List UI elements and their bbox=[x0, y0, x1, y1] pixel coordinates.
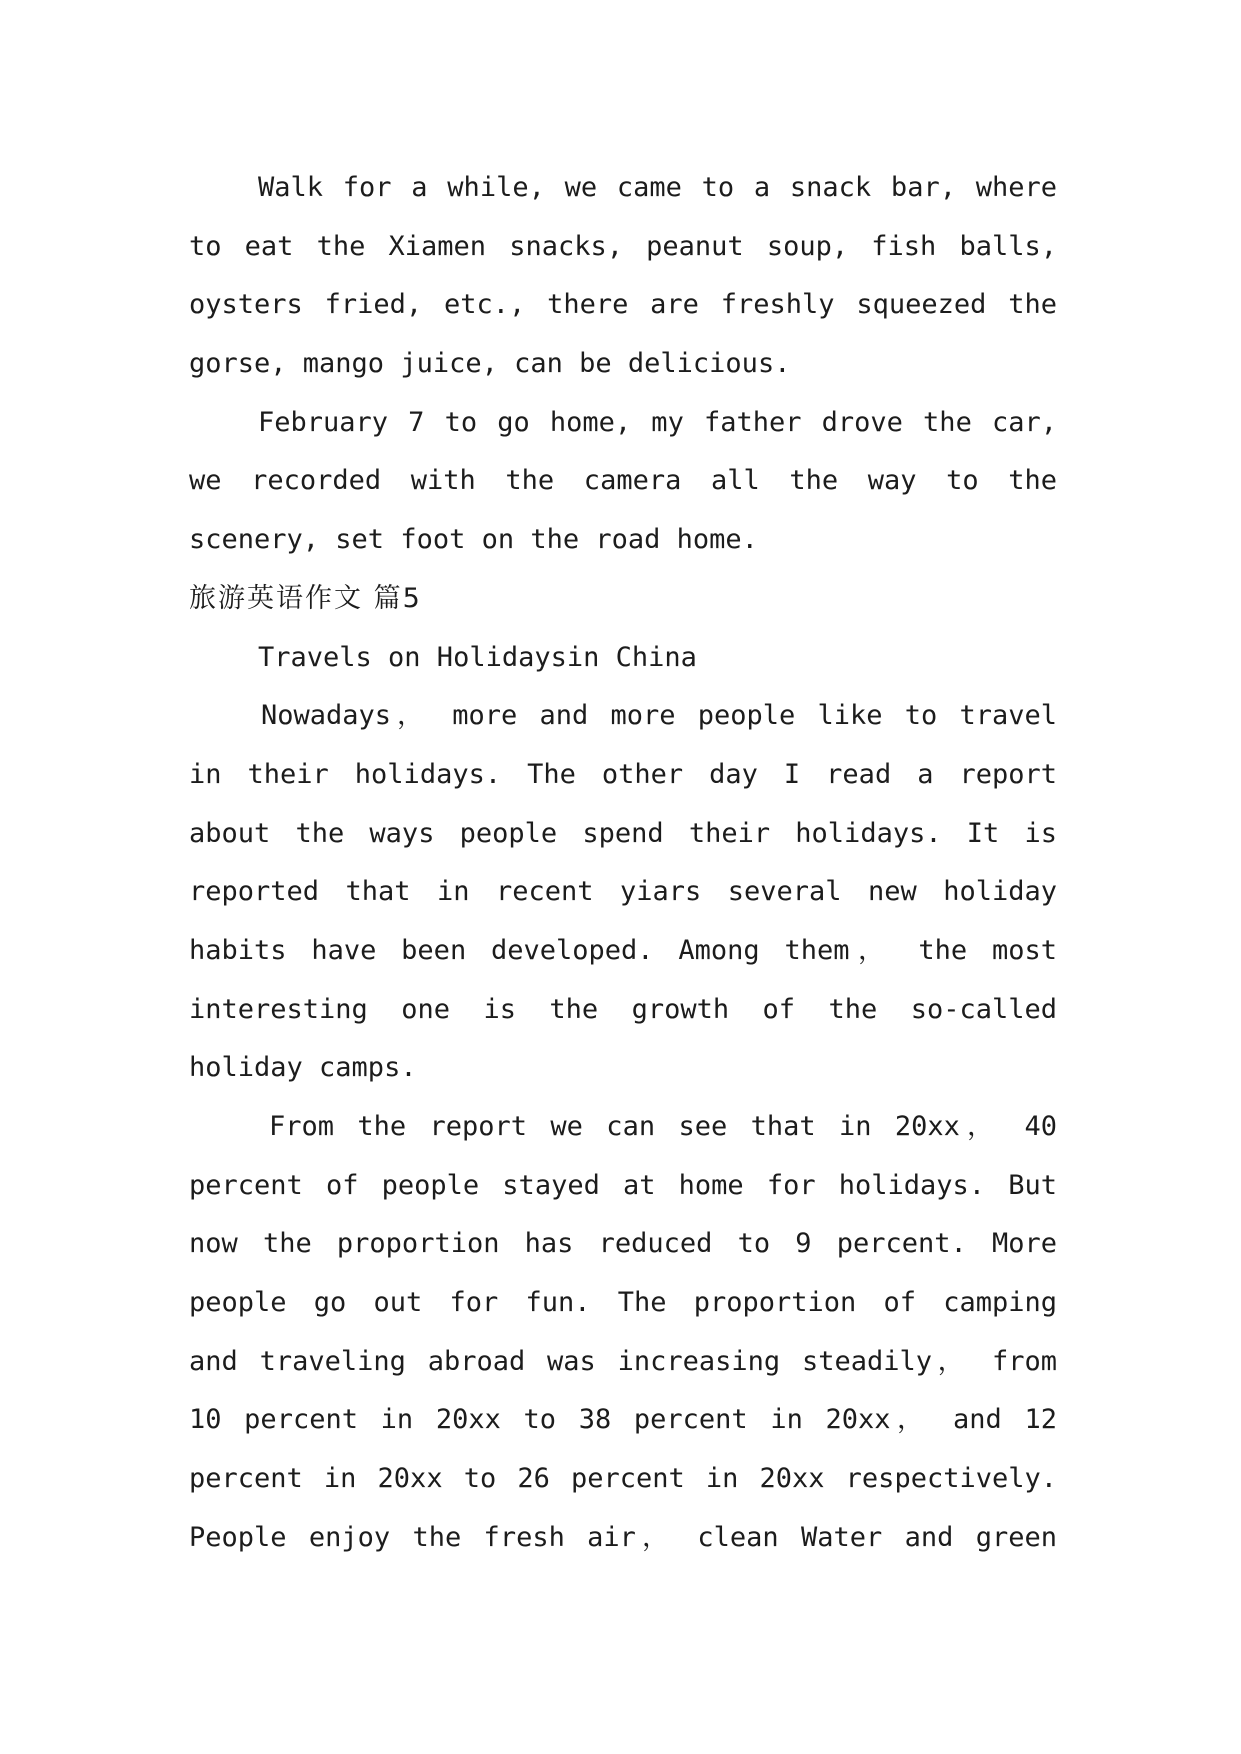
text-line: reported that in recent yiars several new holiday bbox=[189, 876, 1057, 908]
section-heading: 旅游英语作文 篇5 bbox=[189, 582, 422, 614]
text-line: oysters fried, etc., there are freshly squeezed the bbox=[189, 289, 1057, 321]
text-line: February 7 to go home, my father drove the car, bbox=[258, 406, 1057, 438]
text-line: we recorded with the camera all the way to the bbox=[189, 465, 1057, 497]
text-line: From the report we can see that in 20xx， 40 bbox=[269, 1111, 1057, 1142]
paragraph bbox=[189, 159, 1057, 394]
text-line: Nowadays， more and more people like to travel bbox=[261, 700, 1057, 732]
paragraph bbox=[189, 394, 1057, 570]
article-title: Travels on Holidaysin China bbox=[258, 641, 697, 673]
text-line: holiday camps. bbox=[189, 1052, 417, 1084]
paragraph bbox=[189, 687, 1057, 1098]
text-line: to eat the Xiamen snacks, peanut soup, fish balls, bbox=[189, 230, 1057, 262]
paragraph bbox=[189, 1098, 1057, 1568]
text-line: people go out for fun. The proportion of camping bbox=[189, 1287, 1057, 1319]
text-line: and traveling abroad was increasing steadily， from bbox=[189, 1345, 1057, 1377]
text-line: percent of people stayed at home for holidays. But bbox=[189, 1169, 1057, 1201]
text-line: Walk for a while, we came to a snack bar, where bbox=[258, 172, 1057, 203]
text-line: interesting one is the growth of the so-called bbox=[189, 993, 1057, 1025]
text-line: habits have been developed. Among them， the most bbox=[189, 934, 1057, 966]
text-line: People enjoy the fresh air， clean Water and green bbox=[189, 1521, 1057, 1553]
text-line: 10 percent in 20xx to 38 percent in 20xx， and 12 bbox=[189, 1404, 1057, 1436]
text-line: percent in 20xx to 26 percent in 20xx respectively. bbox=[189, 1463, 1057, 1495]
text-line: scenery, set foot on the road home. bbox=[189, 524, 758, 556]
text-line: in their holidays. The other day I read a report bbox=[189, 758, 1057, 790]
document-body bbox=[189, 159, 1057, 1568]
text-line: about the ways people spend their holidays. It is bbox=[189, 817, 1057, 849]
text-line: gorse, mango juice, can be delicious. bbox=[189, 348, 791, 380]
text-line: now the proportion has reduced to 9 percent. More bbox=[189, 1228, 1057, 1260]
